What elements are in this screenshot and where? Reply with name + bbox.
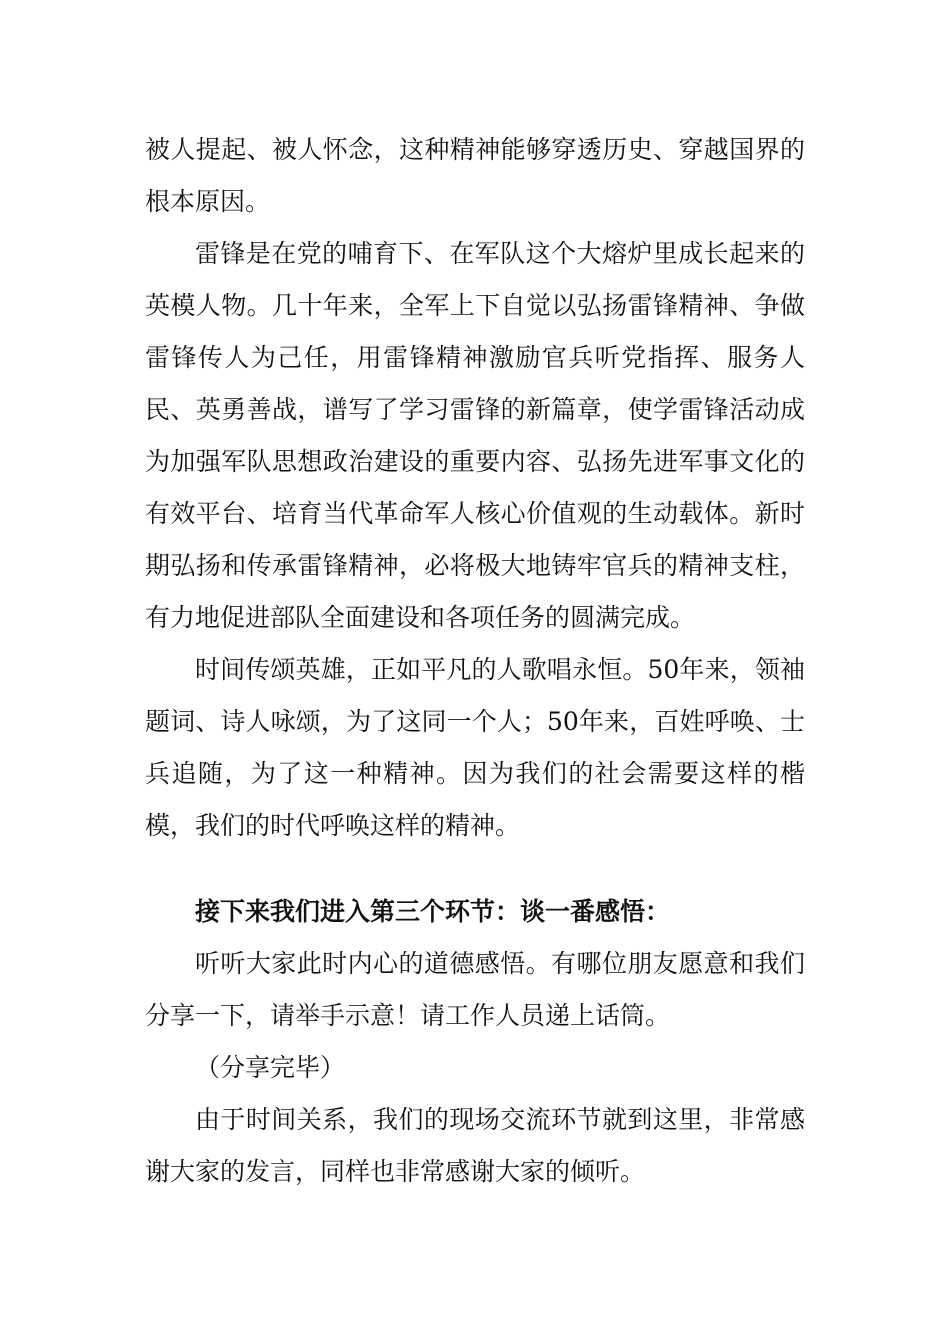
body-text-upper: [145, 124, 805, 852]
body-text-lower: [145, 886, 805, 1198]
paragraph-share-invite: 听听大家此时内心的道德感悟。有哪位朋友愿意和我们分享一下，请举手示意！请工作人员递上话筒。: [145, 949, 805, 1030]
paragraph-share-done: （分享完毕）: [195, 1053, 346, 1082]
paragraph-time-heroes: 时间传颂英雄，正如平凡的人歌唱永恒。50年来，领袖题词、诗人咏颂，为了这同一个人；50年来，百姓呼唤、士兵追随，为了这一种精神。因为我们的社会需要这样的楷模，我们的时代呼唤这样的精神。: [145, 655, 805, 840]
paragraph-leifeng-military: 雷锋是在党的哺育下、在军队这个大熔炉里成长起来的英模人物。几十年来，全军上下自觉以弘扬雷锋精神、争做雷锋传人为己任，用雷锋精神激励官兵听党指挥、服务人民、英勇善战，谱写了学习雷锋的新篇章，使学雷锋活动成为加强军队思想政治建设的重要内容、弘扬先进军事文化的有效平台、培育当代革命军人核心价值观的生动载体。新时期弘扬和传承雷锋精神，必将极大地铸牢官兵的精神支柱，有力地促进部队全面建设和各项任务的圆满完成。: [145, 239, 805, 632]
paragraph-closing: 由于时间关系，我们的现场交流环节就到这里，非常感谢大家的发言，同样也非常感谢大家的倾听。: [145, 1105, 805, 1186]
paragraph-continuation: 被人提起、被人怀念，这种精神能够穿透历史、穿越国界的根本原因。: [145, 135, 805, 216]
section-heading: 接下来我们进入第三个环节：谈一番感悟：: [195, 897, 671, 926]
